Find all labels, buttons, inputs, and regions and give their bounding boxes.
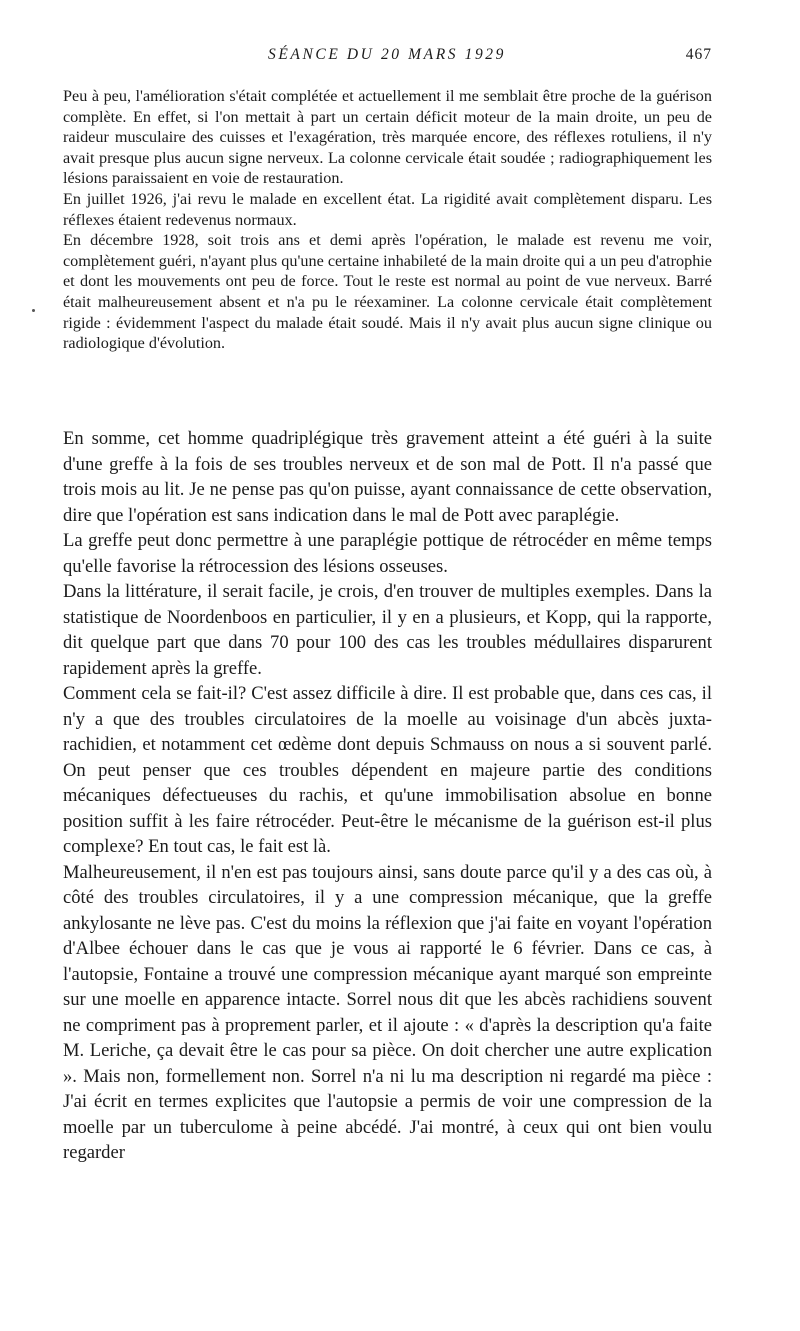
discussion-block [63, 426, 712, 1166]
page-number: 467 [685, 46, 712, 63]
page-header [62, 46, 712, 68]
paragraph: En juillet 1926, j'ai revu le malade en excellent état. La rigidité avait complètement disparu. Les réflexes étaient redevenus normaux. [63, 189, 712, 229]
paragraph: Peu à peu, l'amélioration s'était complétée et actuellement il me semblait être proche de la guérison complète. En effet, si l'on mettait à part un certain déficit moteur de la main droite, un peu de raideur musculaire des cuisses et l'exagération, très marquée encore, des réflexes rotuliens, il n'y avait presque plus aucun signe nerveux. La colonne cervicale était soudée ; radiographiquement les lésions paraissaient en voie de restauration. [63, 87, 712, 188]
case-report-block [63, 86, 712, 354]
paragraph: La greffe peut donc permettre à une paraplégie pottique de rétrocéder en même temps qu'elle favorise la rétrocession des lésions osseuses. [63, 530, 712, 577]
paragraph: Dans la littérature, il serait facile, je crois, d'en trouver de multiples exemples. Dans la statistique de Noordenboos en particulier, il y en a plusieurs, et Kopp, qui la rapporte, dit quelque part que dans 70 pour 100 des cas les troubles médullaires disparurent rapidement après la greffe. [63, 581, 712, 679]
paragraph: En somme, cet homme quadriplégique très gravement atteint a été guéri à la suite d'une greffe à la fois de ses troubles nerveux et de son mal de Pott. Il n'a passé que trois mois au lit. Je ne pense pas qu'on puisse, ayant connaissance de cette observation, dire que l'opération est sans indication dans le mal de Pott avec paraplégie. [63, 428, 712, 526]
paragraph: En décembre 1928, soit trois ans et demi après l'opération, le malade est revenu me voir, complètement guéri, n'ayant plus qu'une certaine inhabileté de la main droite qui a un peu d'atrophie et dont les mouvements ont peu de force. Tout le reste est normal au point de vue nerveux. Barré était malheureusement absent et n'a pu le réexaminer. La colonne cervicale était complètement rigide : évidemment l'aspect du malade était soudé. Mais il n'y avait plus aucun signe clinique ou radiologique d'évolution. [63, 231, 712, 353]
paragraph: Malheureusement, il n'en est pas toujours ainsi, sans doute parce qu'il y a des cas où, à côté des troubles circulatoires, il y a une compression mécanique, que la greffe ankylosante ne lève pas. C'est du moins la réflexion que j'ai faite en voyant l'opération d'Albee échouer dans le cas que je vous ai rapporté le 6 février. Dans ce cas, à l'autopsie, Fontaine a trouvé une compression mécanique ayant marqué son empreinte sur une moelle en apparence intacte. Sorrel nous dit que les abcès rachidiens souvent ne compriment pas à proprement parler, et il ajoute : « d'après la description qu'a faite M. Leriche, ça devait être le cas pour sa pièce. On doit chercher une autre explication ». Mais non, formellement non. Sorrel n'a ni lu ma description ni regardé ma pièce : J'ai écrit en termes explicites que l'autopsie a permis de voir une compression de la moelle par un tuberculome à peine abcédé. J'ai montré, à ceux qui ont bien voulu regarder [63, 861, 712, 1163]
paragraph: Comment cela se fait-il? C'est assez difficile à dire. Il est probable que, dans ces cas, il n'y a que des troubles circulatoires de la moelle au voisinage d'un abcès juxta-rachidien, et notamment cet œdème dont depuis Schmauss on nous a si souvent parlé. On peut penser que ces troubles dépendent en majeure partie des conditions mécaniques défectueuses du rachis, et qu'une immobilisation absolue en bonne position suffit à les faire rétrocéder. Peut-être le mécanisme de la guérison est-il plus complexe? En tout cas, le fait est là. [63, 683, 712, 857]
running-title: SÉANCE DU 20 MARS 1929 [267, 46, 506, 63]
margin-speck [32, 309, 35, 312]
